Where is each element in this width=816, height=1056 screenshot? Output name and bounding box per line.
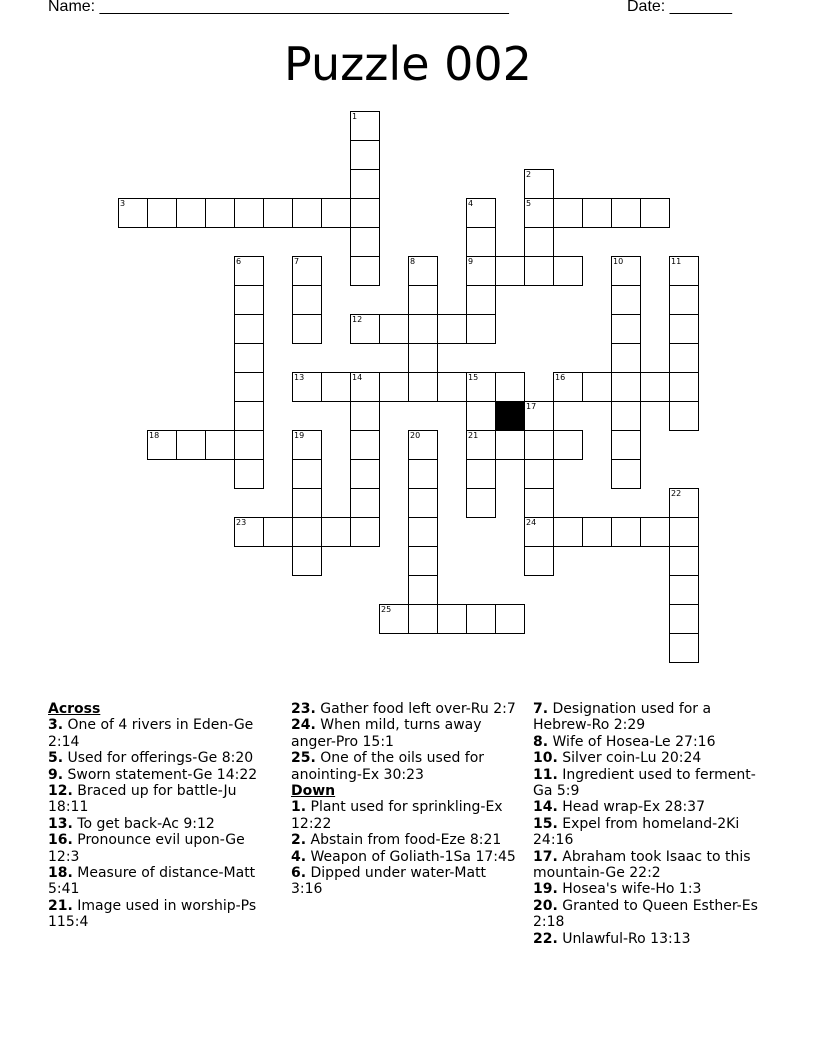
grid-cell[interactable]: [611, 459, 641, 489]
grid-cell[interactable]: [408, 459, 438, 489]
cell-number: 14: [352, 373, 363, 382]
grid-cell[interactable]: [350, 140, 380, 170]
grid-cell[interactable]: [524, 198, 554, 228]
grid-cell[interactable]: [234, 198, 264, 228]
grid-cell[interactable]: [292, 256, 322, 286]
grid-cell[interactable]: [437, 314, 467, 344]
cell-number: 15: [468, 373, 479, 382]
grid-cell[interactable]: [408, 575, 438, 605]
grid-cell[interactable]: [640, 372, 670, 402]
grid-cell[interactable]: [466, 372, 496, 402]
clue-across-23: 23. Gather food left over-Ru 2:7: [291, 701, 516, 717]
clue-across-5: 5. Used for offerings-Ge 8:20: [48, 750, 254, 767]
grid-cell[interactable]: [321, 198, 351, 228]
clue-down-15: 15. Expel from homeland-2Ki 24:16: [533, 815, 740, 849]
grid-cell[interactable]: [669, 604, 699, 634]
grid-cell[interactable]: [292, 488, 322, 518]
grid-cell[interactable]: [234, 401, 264, 431]
grid-cell[interactable]: [466, 227, 496, 257]
date-field[interactable]: Date: _______: [627, 0, 732, 15]
cell-number: 18: [149, 431, 160, 440]
grid-cell[interactable]: [350, 169, 380, 199]
grid-cell[interactable]: [553, 198, 583, 228]
grid-cell[interactable]: [292, 198, 322, 228]
cell-number: 11: [671, 257, 682, 266]
clue-across-25: 25. One of the oils used for anointing-Ex 30:23: [291, 750, 485, 783]
clue-down-4: 4. Weapon of Goliath-1Sa 17:45: [291, 848, 516, 865]
grid-cell[interactable]: [524, 256, 554, 286]
grid-cell[interactable]: [408, 488, 438, 518]
grid-cell[interactable]: [611, 430, 641, 460]
clue-down-14: 14. Head wrap-Ex 28:37: [533, 799, 705, 816]
grid-cell[interactable]: [582, 198, 612, 228]
grid-cell[interactable]: [147, 198, 177, 228]
clue-down-11: 11. Ingredient used to ferment-Ga 5:9: [533, 766, 756, 800]
grid-cell[interactable]: [495, 430, 525, 460]
grid-cell[interactable]: [466, 488, 496, 518]
grid-cell[interactable]: [611, 343, 641, 373]
grid-cell[interactable]: [524, 488, 554, 518]
cell-number: 24: [526, 518, 537, 527]
grid-cell[interactable]: [495, 256, 525, 286]
grid-cell[interactable]: [292, 372, 322, 402]
page-title: Puzzle 002: [284, 37, 532, 91]
grid-cell[interactable]: [466, 198, 496, 228]
cell-number: 17: [526, 402, 537, 411]
grid-cell[interactable]: [524, 546, 554, 576]
grid-cell[interactable]: [350, 430, 380, 460]
grid-cell[interactable]: [263, 198, 293, 228]
grid-cell[interactable]: [234, 343, 264, 373]
grid-cell[interactable]: [176, 430, 206, 460]
clue-down-2: 2. Abstain from food-Eze 8:21: [291, 832, 502, 849]
grid-cell[interactable]: [524, 169, 554, 199]
clue-down-20: 20. Granted to Queen Esther-Es 2:18: [533, 897, 758, 931]
clue-across-18: 18. Measure of distance-Matt 5:41: [48, 865, 256, 898]
grid-cell[interactable]: [408, 285, 438, 315]
cell-number: 2: [526, 170, 532, 179]
grid-cell[interactable]: [524, 227, 554, 257]
grid-cell[interactable]: [669, 343, 699, 373]
grid-cell[interactable]: [669, 517, 699, 547]
cell-number: 4: [468, 199, 474, 208]
grid-cell[interactable]: [582, 372, 612, 402]
grid-cell[interactable]: [524, 430, 554, 460]
grid-cell[interactable]: [669, 256, 699, 286]
clues-column-3: [533, 701, 773, 947]
grid-cell[interactable]: [234, 314, 264, 344]
grid-cell[interactable]: [437, 604, 467, 634]
grid-cell[interactable]: [408, 604, 438, 634]
cell-number: 13: [294, 373, 305, 382]
grid-cell[interactable]: [205, 198, 235, 228]
grid-block-cell: [495, 401, 525, 431]
grid-cell[interactable]: [350, 488, 380, 518]
clue-down-8: 8. Wife of Hosea-Le 27:16: [533, 733, 716, 750]
grid-cell[interactable]: [466, 459, 496, 489]
cell-number: 6: [236, 257, 242, 266]
grid-cell[interactable]: [553, 372, 583, 402]
grid-cell[interactable]: [553, 430, 583, 460]
grid-cell[interactable]: [350, 111, 380, 141]
clue-across-3: 3. One of 4 rivers in Eden-Ge 2:14: [48, 717, 254, 750]
grid-cell[interactable]: [379, 372, 409, 402]
grid-cell[interactable]: [408, 372, 438, 402]
clue-across-21: 21. Image used in worship-Ps 115:4: [48, 897, 257, 931]
header: [48, 0, 748, 17]
grid-cell[interactable]: [669, 633, 699, 663]
cell-number: 19: [294, 431, 305, 440]
grid-cell[interactable]: [669, 372, 699, 402]
cell-number: 5: [526, 199, 532, 208]
grid-cell[interactable]: [350, 517, 380, 547]
grid-cell[interactable]: [582, 517, 612, 547]
grid-cell[interactable]: [524, 401, 554, 431]
grid-cell[interactable]: [611, 401, 641, 431]
grid-cell[interactable]: [350, 314, 380, 344]
across-heading: Across: [48, 701, 101, 717]
cell-number: 1: [352, 112, 358, 121]
grid-cell[interactable]: [640, 198, 670, 228]
cell-number: 16: [555, 373, 566, 382]
grid-cell[interactable]: [379, 314, 409, 344]
grid-cell[interactable]: [669, 285, 699, 315]
clues-column-1: [48, 701, 278, 931]
clue-across-12: 12. Braced up for battle-Ju 18:11: [48, 783, 237, 816]
clue-across-24: 24. When mild, turns away anger-Pro 15:1: [291, 717, 482, 750]
grid-cell[interactable]: [466, 256, 496, 286]
grid-cell[interactable]: [263, 517, 293, 547]
grid-cell[interactable]: [234, 256, 264, 286]
grid-cell[interactable]: [147, 430, 177, 460]
grid-cell[interactable]: [437, 372, 467, 402]
grid-cell[interactable]: [466, 401, 496, 431]
grid-cell[interactable]: [408, 546, 438, 576]
grid-cell[interactable]: [611, 256, 641, 286]
grid-cell[interactable]: [611, 372, 641, 402]
clue-down-19: 19. Hosea's wife-Ho 1:3: [533, 881, 702, 898]
grid-cell[interactable]: [350, 372, 380, 402]
grid-cell[interactable]: [292, 314, 322, 344]
cell-number: 22: [671, 489, 682, 498]
grid-cell[interactable]: [234, 372, 264, 402]
cell-number: 12: [352, 315, 363, 324]
grid-cell[interactable]: [379, 604, 409, 634]
grid-cell[interactable]: [292, 459, 322, 489]
grid-cell[interactable]: [524, 459, 554, 489]
cell-number: 23: [236, 518, 247, 527]
grid-cell[interactable]: [553, 517, 583, 547]
grid-cell[interactable]: [292, 285, 322, 315]
clue-down-17: 17. Abraham took Isaac to this mountain-Ge 22:2: [533, 848, 751, 882]
cell-number: 8: [410, 257, 416, 266]
grid-cell[interactable]: [466, 314, 496, 344]
grid-cell[interactable]: [611, 517, 641, 547]
grid-cell[interactable]: [350, 459, 380, 489]
grid-cell[interactable]: [350, 198, 380, 228]
down-heading: Down: [291, 783, 336, 800]
grid-cell[interactable]: [321, 372, 351, 402]
grid-cell[interactable]: [611, 314, 641, 344]
grid-cell[interactable]: [669, 401, 699, 431]
grid-cell[interactable]: [176, 198, 206, 228]
grid-cell[interactable]: [669, 575, 699, 605]
grid-cell[interactable]: [350, 256, 380, 286]
grid-cell[interactable]: [669, 488, 699, 518]
grid-cell[interactable]: [321, 517, 351, 547]
clue-down-7: 7. Designation used for a Hebrew-Ro 2:29: [533, 701, 712, 734]
clue-down-10: 10. Silver coin-Lu 20:24: [533, 750, 702, 767]
grid-cell[interactable]: [234, 430, 264, 460]
grid-cell[interactable]: [292, 517, 322, 547]
grid-cell[interactable]: [524, 517, 554, 547]
grid-cell[interactable]: [292, 430, 322, 460]
clues-column-2: [291, 701, 516, 898]
grid-cell[interactable]: [408, 430, 438, 460]
grid-cell[interactable]: [292, 546, 322, 576]
grid-cell[interactable]: [118, 198, 148, 228]
grid-cell[interactable]: [350, 227, 380, 257]
cell-number: 7: [294, 257, 300, 266]
clue-across-13: 13. To get back-Ac 9:12: [48, 815, 215, 832]
name-field[interactable]: Name: ______________________________________________: [48, 0, 509, 15]
cell-number: 20: [410, 431, 421, 440]
grid-cell[interactable]: [466, 604, 496, 634]
grid-cell[interactable]: [408, 343, 438, 373]
grid-cell[interactable]: [408, 256, 438, 286]
clue-down-6: 6. Dipped under water-Matt 3:16: [291, 865, 487, 898]
grid-cell[interactable]: [234, 285, 264, 315]
grid-cell[interactable]: [669, 314, 699, 344]
grid-cell[interactable]: [611, 198, 641, 228]
clue-across-9: 9. Sworn statement-Ge 14:22: [48, 766, 258, 783]
cell-number: 3: [120, 199, 126, 208]
grid-cell[interactable]: [466, 430, 496, 460]
grid-cell[interactable]: [466, 285, 496, 315]
clue-down-1: 1. Plant used for sprinkling-Ex 12:22: [291, 799, 503, 832]
grid-cell[interactable]: [553, 256, 583, 286]
clue-down-22: 22. Unlawful-Ro 13:13: [533, 930, 691, 947]
grid-cell[interactable]: [234, 459, 264, 489]
grid-cell[interactable]: [408, 517, 438, 547]
grid-cell[interactable]: [611, 285, 641, 315]
grid-cell[interactable]: [669, 546, 699, 576]
cell-number: 25: [381, 605, 392, 614]
grid-cell[interactable]: [495, 604, 525, 634]
cell-number: 9: [468, 257, 474, 266]
grid-cell[interactable]: [205, 430, 235, 460]
grid-cell[interactable]: [495, 372, 525, 402]
grid-cell[interactable]: [350, 401, 380, 431]
clue-across-16: 16. Pronounce evil upon-Ge 12:3: [48, 832, 245, 865]
cell-number: 10: [613, 257, 624, 266]
grid-cell[interactable]: [234, 517, 264, 547]
grid-cell[interactable]: [640, 517, 670, 547]
grid-cell[interactable]: [408, 314, 438, 344]
cell-number: 21: [468, 431, 479, 440]
